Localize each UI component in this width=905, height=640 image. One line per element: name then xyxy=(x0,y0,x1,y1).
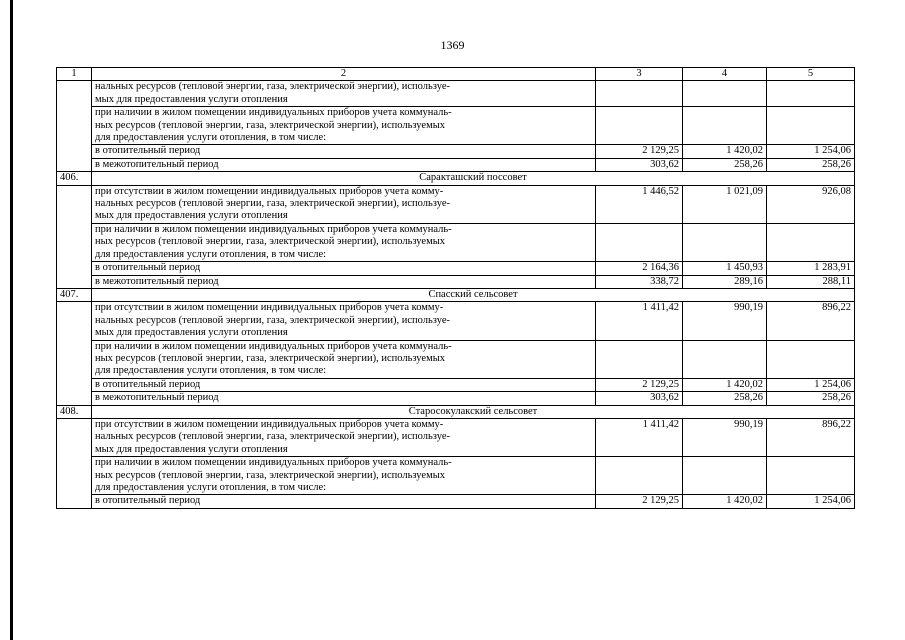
description-cell: при отсутствии в жилом помещении индивидуальных приборов учета комму- нальных ресурсов (тепловой энергии, газа, электрической энергии), используе- мых для предоставления услуги отопления xyxy=(92,302,596,340)
value-cell: 926,08 xyxy=(767,185,855,223)
description-cell: нальных ресурсов (тепловой энергии, газа, электрической энергии), используе- мых для предоставления услуги отопления xyxy=(92,81,596,107)
value-cell: 1 450,93 xyxy=(683,262,767,275)
column-header: 5 xyxy=(767,68,855,81)
column-header: 2 xyxy=(92,68,596,81)
value-cell: 1 021,09 xyxy=(683,185,767,223)
description-cell: в межотопительный период xyxy=(92,158,596,171)
value-cell: 1 446,52 xyxy=(596,185,683,223)
value-cell: 258,26 xyxy=(767,158,855,171)
value-cell: 896,22 xyxy=(767,418,855,456)
table-row xyxy=(57,81,855,107)
value-cell: 1 283,91 xyxy=(767,262,855,275)
table-row xyxy=(57,262,855,275)
value-cell: 990,19 xyxy=(683,418,767,456)
value-cell: 1 411,42 xyxy=(596,418,683,456)
section-row xyxy=(57,288,855,301)
tariff-table xyxy=(56,67,855,509)
section-title: Саракташский поссовет xyxy=(92,172,855,185)
description-cell: при наличии в жилом помещении индивидуальных приборов учета коммуналь- ных ресурсов (тепловой энергии, газа, электрической энергии), используемых для предоставления услуги отопления, в том числе: xyxy=(92,457,596,495)
value-cell: 289,16 xyxy=(683,275,767,288)
description-cell: при наличии в жилом помещении индивидуальных приборов учета коммуналь- ных ресурсов (тепловой энергии, газа, электрической энергии), используемых для предоставления услуги отопления, в том числе: xyxy=(92,223,596,261)
table-row xyxy=(57,158,855,171)
section-number: 407. xyxy=(57,288,92,301)
description-cell: в отопительный период xyxy=(92,495,596,508)
value-cell: 2 129,25 xyxy=(596,495,683,508)
table-row xyxy=(57,340,855,378)
table-row xyxy=(57,378,855,391)
section-number: 408. xyxy=(57,405,92,418)
value-cell: 1 420,02 xyxy=(683,145,767,158)
value-cell: 2 129,25 xyxy=(596,145,683,158)
page-number: 1369 xyxy=(440,38,465,52)
table-row xyxy=(57,457,855,495)
value-cell: 896,22 xyxy=(767,302,855,340)
description-cell: при отсутствии в жилом помещении индивидуальных приборов учета комму- нальных ресурсов (тепловой энергии, газа, электрической энергии), используе- мых для предоставления услуги отопления xyxy=(92,418,596,456)
value-cell: 1 420,02 xyxy=(683,378,767,391)
table-row xyxy=(57,418,855,456)
description-cell: при отсутствии в жилом помещении индивидуальных приборов учета комму- нальных ресурсов (тепловой энергии, газа, электрической энергии), используе- мых для предоставления услуги отопления xyxy=(92,185,596,223)
value-cell: 990,19 xyxy=(683,302,767,340)
column-header: 3 xyxy=(596,68,683,81)
description-cell: при наличии в жилом помещении индивидуальных приборов учета коммуналь- ных ресурсов (тепловой энергии, газа, электрической энергии), используемых для предоставления услуги отопления, в том числе: xyxy=(92,107,596,145)
table-row xyxy=(57,302,855,340)
value-cell: 288,11 xyxy=(767,275,855,288)
table-row xyxy=(57,275,855,288)
table-row xyxy=(57,145,855,158)
column-header: 4 xyxy=(683,68,767,81)
table-row xyxy=(57,107,855,145)
description-cell: при наличии в жилом помещении индивидуальных приборов учета коммуналь- ных ресурсов (тепловой энергии, газа, электрической энергии), используемых для предоставления услуги отопления, в том числе: xyxy=(92,340,596,378)
value-cell: 1 254,06 xyxy=(767,378,855,391)
description-cell: в отопительный период xyxy=(92,262,596,275)
page-edge-bar xyxy=(10,0,13,640)
value-cell: 338,72 xyxy=(596,275,683,288)
section-title: Старосокулакский сельсовет xyxy=(92,405,855,418)
value-cell: 258,26 xyxy=(683,392,767,405)
value-cell: 2 129,25 xyxy=(596,378,683,391)
header-row xyxy=(57,68,855,81)
section-row xyxy=(57,405,855,418)
row-number-cell xyxy=(57,81,92,172)
description-cell: в межотопительный период xyxy=(92,392,596,405)
table-row xyxy=(57,392,855,405)
value-cell: 303,62 xyxy=(596,158,683,171)
section-title: Спасский сельсовет xyxy=(92,288,855,301)
section-row xyxy=(57,172,855,185)
table-row xyxy=(57,185,855,223)
value-cell: 1 411,42 xyxy=(596,302,683,340)
table-row xyxy=(57,223,855,261)
column-header: 1 xyxy=(57,68,92,81)
value-cell: 258,26 xyxy=(767,392,855,405)
table-row xyxy=(57,495,855,508)
value-cell: 1 254,06 xyxy=(767,145,855,158)
value-cell: 1 254,06 xyxy=(767,495,855,508)
description-cell: в отопительный период xyxy=(92,378,596,391)
description-cell: в отопительный период xyxy=(92,145,596,158)
value-cell: 303,62 xyxy=(596,392,683,405)
value-cell: 258,26 xyxy=(683,158,767,171)
section-number: 406. xyxy=(57,172,92,185)
value-cell: 1 420,02 xyxy=(683,495,767,508)
value-cell: 2 164,36 xyxy=(596,262,683,275)
description-cell: в межотопительный период xyxy=(92,275,596,288)
